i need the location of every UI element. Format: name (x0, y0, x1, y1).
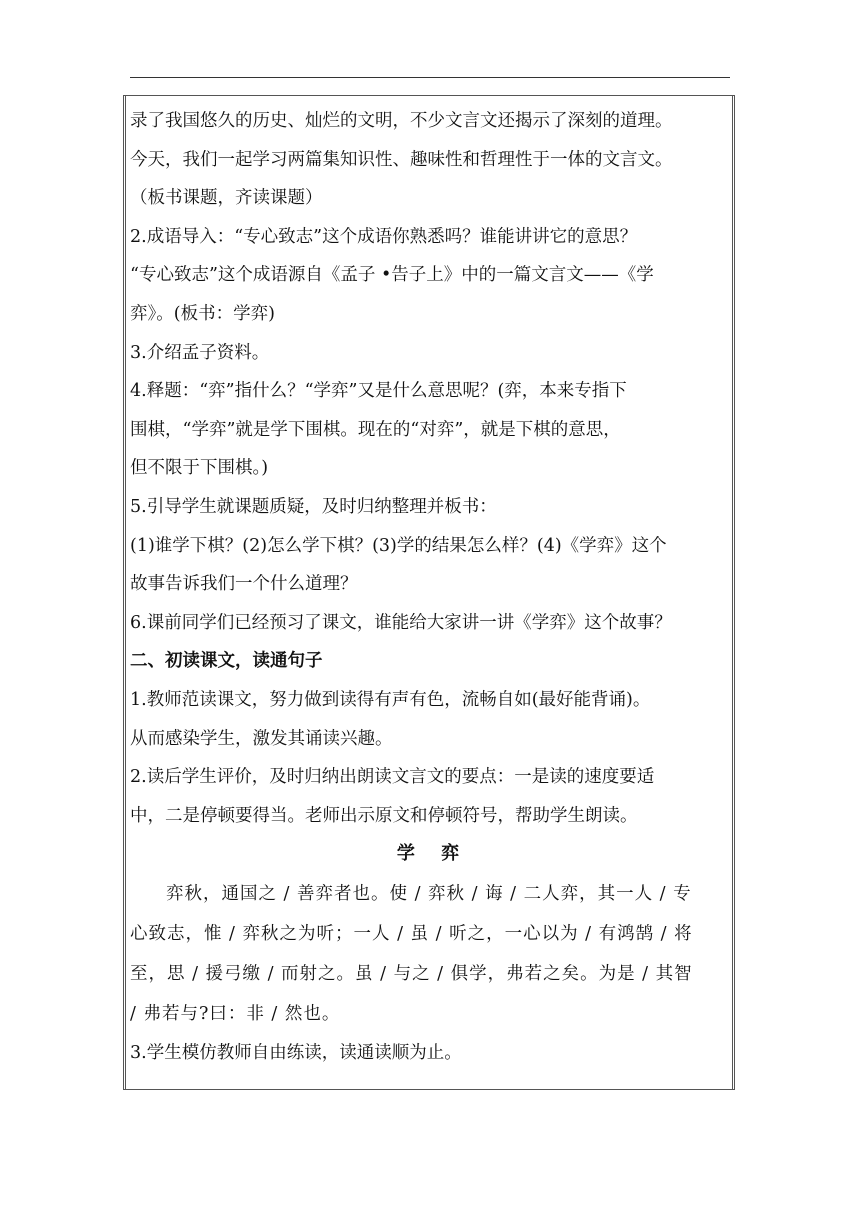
table-cell (123, 95, 735, 1090)
text-line: 6.课前同学们已经预习了课文，谁能给大家讲一讲《学弈》这个故事？ (130, 612, 672, 633)
classic-line: 至，思 / 援弓缴 / 而射之。虽 / 与之 / 俱学，弗若之矣。为是 / 其智 (130, 963, 693, 984)
text-line: 围棋，“学弈”就是学下围棋。现在的“对弈”，就是下棋的意思， (130, 419, 621, 440)
text-line: 弈》。(板书：学弈) (130, 303, 275, 324)
section-heading: 二、初读课文，读通句子 (130, 651, 323, 672)
classic-line: 弈秋，通国之 / 善弈者也。使 / 弈秋 / 诲 / 二人弈，其一人 / 专 (166, 883, 692, 904)
text-line: 4.释题：“弈”指什么？“学弈”又是什么意思呢？(弈，本来专指下 (130, 381, 627, 402)
header-rule (130, 77, 730, 78)
classic-line: 心致志，惟 / 弈秋之为听；一人 / 虽 / 听之，一心以为 / 有鸿鹄 / 将 (130, 923, 693, 944)
lesson-content (130, 102, 730, 1072)
text-line: 3.介绍孟子资料。 (130, 342, 270, 363)
classic-title: 学 弈 (396, 843, 470, 865)
text-line: 但不限于下围棋。) (130, 458, 269, 479)
text-line: 2.成语导入：“专心致志”这个成语你熟悉吗？谁能讲讲它的意思？ (130, 226, 638, 247)
text-line: 故事告诉我们一个什么道理？ (130, 574, 358, 595)
text-line: “专心致志”这个成语源自《孟子 •告子上》中的一篇文言文——《学 (130, 265, 654, 286)
text-line: 1.教师范读课文，努力做到读得有声有色，流畅自如(最好能背诵)。 (130, 689, 651, 710)
text-line: 3.学生模仿教师自由练读，读通读顺为止。 (130, 1042, 462, 1063)
text-line: (1)谁学下棋？(2)怎么学下棋？(3)学的结果怎么样？(4)《学弈》这个 (130, 535, 667, 556)
text-line: （板书课题，齐读课题） (130, 188, 323, 209)
text-line: 2.读后学生评价，及时归纳出朗读文言文的要点：一是读的速度要适 (130, 767, 655, 788)
text-line: 从而感染学生，激发其诵读兴趣。 (130, 728, 393, 749)
text-line: 5.引导学生就课题质疑，及时归纳整理并板书： (130, 496, 497, 517)
text-line: 中，二是停顿要得当。老师出示原文和停顿符号，帮助学生朗读。 (130, 805, 638, 826)
text-line: 今天，我们一起学习两篇集知识性、趣味性和哲理性于一体的文言文。 (130, 149, 673, 170)
classic-line: / 弗若与?曰：非 / 然也。 (130, 1003, 341, 1024)
text-line: 录了我国悠久的历史、灿烂的文明，不少文言文还揭示了深刻的道理。 (130, 111, 673, 131)
